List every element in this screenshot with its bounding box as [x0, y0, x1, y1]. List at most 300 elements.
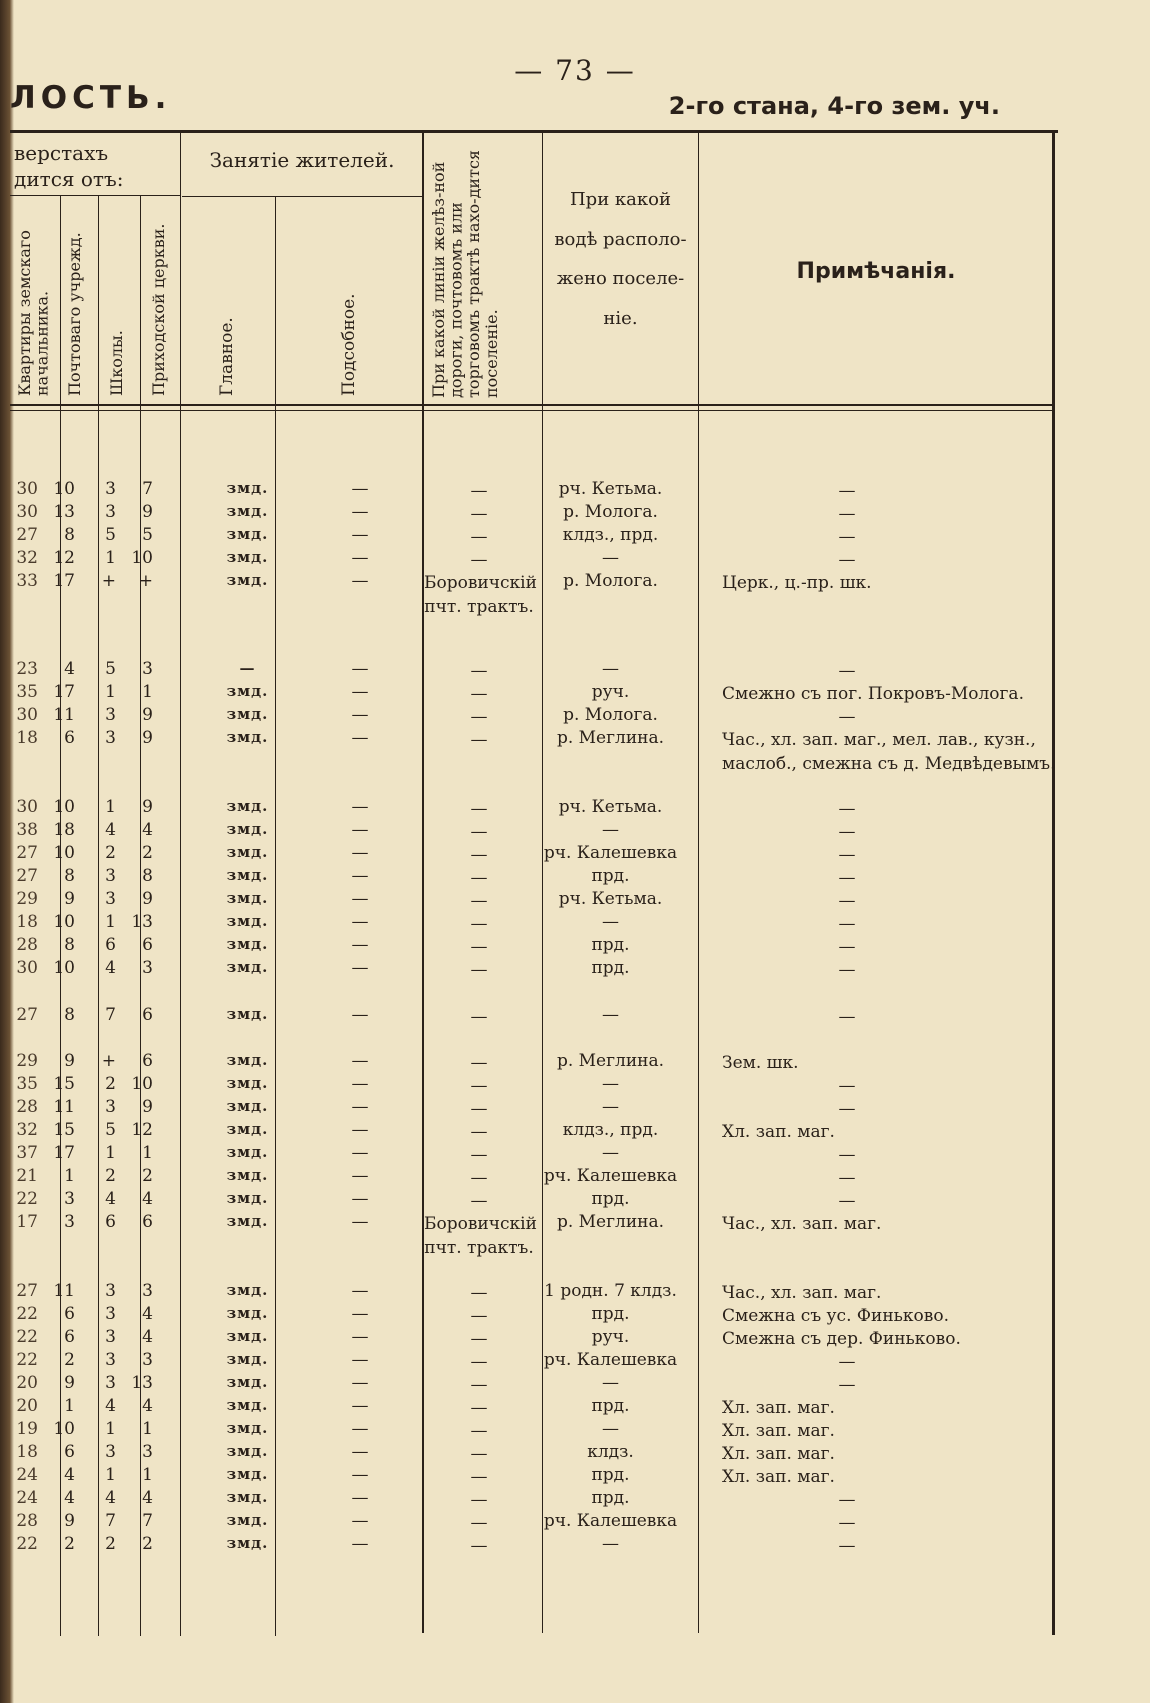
- dist-post-cell: 8: [64, 525, 75, 545]
- dist-church-cell: 7: [142, 1511, 153, 1531]
- occupation-aux-cell: —: [351, 958, 369, 978]
- dist-zemsky-cell: 35: [16, 682, 38, 702]
- note-cell: —: [838, 822, 856, 842]
- table-row: [10, 797, 1050, 819]
- dist-zemsky-cell: 22: [16, 1350, 38, 1370]
- occupation-aux-cell: —: [351, 705, 369, 725]
- occupation-main-cell: змд.: [226, 912, 269, 930]
- occupation-aux-cell: —: [351, 1166, 369, 1186]
- occupation-main-cell: змд.: [226, 1005, 269, 1023]
- road-cell: —: [470, 1513, 488, 1533]
- water-cell: —: [602, 820, 619, 840]
- road-cell: —: [470, 868, 488, 888]
- table-row: [10, 889, 1050, 911]
- note-cell: —: [838, 1007, 856, 1027]
- dist-zemsky-cell: 35: [16, 1074, 38, 1094]
- occupation-aux-cell: —: [351, 1350, 369, 1370]
- dist-church-cell: 3: [142, 659, 153, 679]
- note-cell: —: [838, 481, 856, 501]
- table-row: [10, 1396, 1050, 1418]
- dist-school-cell: 1: [105, 1419, 116, 1439]
- dist-school-cell: 3: [105, 728, 116, 748]
- dist-church-cell: 4: [142, 820, 153, 840]
- road-cell: —: [470, 1053, 488, 1073]
- water-cell: клдз.: [587, 1442, 634, 1462]
- note-cell: —: [838, 960, 856, 980]
- dist-zemsky-cell: 22: [16, 1304, 38, 1324]
- table-row: [10, 1488, 1050, 1510]
- occupation-main-cell: —: [239, 659, 256, 677]
- dist-church-cell: 3: [142, 1442, 153, 1462]
- dist-school-cell: 3: [105, 1442, 116, 1462]
- dist-church-cell: +: [138, 571, 153, 591]
- dist-post-cell: 8: [64, 866, 75, 886]
- table-row: [10, 479, 1050, 501]
- dist-post-cell: 2: [64, 1534, 75, 1554]
- dist-zemsky-cell: 21: [16, 1166, 38, 1186]
- occupation-aux-cell: —: [351, 1189, 369, 1209]
- dist-church-cell: 6: [142, 1051, 153, 1071]
- dist-post-cell: 2: [64, 1350, 75, 1370]
- road-cell: —: [470, 1099, 488, 1119]
- note-cell: —: [838, 799, 856, 819]
- dist-school-cell: 6: [105, 1212, 116, 1232]
- dist-school-cell: 2: [105, 1074, 116, 1094]
- occupation-main-cell: змд.: [226, 935, 269, 953]
- dist-zemsky-cell: 27: [16, 843, 38, 863]
- road-cell: —: [470, 1306, 488, 1326]
- dist-zemsky-cell: 18: [16, 1442, 38, 1462]
- occupation-aux-cell: —: [351, 1097, 369, 1117]
- dist-group-rule: [180, 133, 181, 196]
- dist-zemsky-cell: 30: [16, 705, 38, 725]
- occupation-main-cell: змд.: [226, 479, 269, 497]
- road-cell: —: [470, 1467, 488, 1487]
- dist-group-underline: [10, 195, 180, 196]
- dist-post-cell: 10: [53, 843, 75, 863]
- road-cell: —: [470, 1329, 488, 1349]
- occupation-aux-cell: —: [351, 1327, 369, 1347]
- water-cell: клдз., прд.: [562, 1120, 659, 1140]
- occupation-group-underline: [182, 196, 422, 197]
- occupation-main-cell: змд.: [226, 1281, 269, 1299]
- dist-post-cell: 4: [64, 659, 75, 679]
- dist-school-cell: 1: [105, 1465, 116, 1485]
- occupation-main-cell: змд.: [226, 889, 269, 907]
- occupation-aux-cell: —: [351, 682, 369, 702]
- dist-church-cell: 10: [131, 1074, 153, 1094]
- occupation-aux-cell: —: [351, 659, 369, 679]
- dist-church-cell: 12: [131, 1120, 153, 1140]
- dist-church-cell: 6: [142, 1005, 153, 1025]
- note-cell: —: [838, 550, 856, 570]
- table-row: [10, 1097, 1050, 1119]
- occupation-aux-cell: —: [351, 1534, 369, 1554]
- dist-header-1: Квартиры земскаго начальника.: [15, 230, 52, 396]
- note-cell: —: [838, 1513, 856, 1533]
- water-cell: прд.: [591, 958, 630, 978]
- dist-zemsky-cell: 32: [16, 1120, 38, 1140]
- dist-church-cell: 2: [142, 843, 153, 863]
- note-cell: —: [838, 1145, 856, 1165]
- table-row: [10, 1074, 1050, 1096]
- table-row: [10, 502, 1050, 524]
- dist-school-cell: 3: [105, 866, 116, 886]
- water-cell: рч. Кетьма.: [558, 889, 663, 909]
- dist-post-cell: 10: [53, 958, 75, 978]
- occupation-main-cell: змд.: [226, 843, 269, 861]
- occupation-aux-cell: —: [351, 502, 369, 522]
- occupation-main-cell: змд.: [226, 866, 269, 884]
- dist-school-cell: 4: [105, 1189, 116, 1209]
- dist-post-cell: 9: [64, 1051, 75, 1071]
- water-cell: —: [602, 1097, 619, 1117]
- water-cell: прд.: [591, 1304, 630, 1324]
- water-cell: —: [602, 1419, 619, 1439]
- table-row: [10, 1166, 1050, 1188]
- occupation-aux-cell: —: [351, 1465, 369, 1485]
- occupation-main-cell: змд.: [226, 1189, 269, 1207]
- dist-post-cell: 17: [53, 1143, 75, 1163]
- water-cell: р. Молога.: [563, 502, 658, 522]
- dist-school-cell: 1: [105, 1143, 116, 1163]
- dist-church-cell: 9: [142, 705, 153, 725]
- table-row: [10, 1212, 1050, 1258]
- dist-zemsky-cell: 38: [16, 820, 38, 840]
- water-cell: рч. Калешевка: [543, 1511, 678, 1531]
- occupation-main-cell: змд.: [226, 1074, 269, 1092]
- dist-school-cell: 4: [105, 1396, 116, 1416]
- road-cell: —: [470, 822, 488, 842]
- dist-zemsky-cell: 28: [16, 1511, 38, 1531]
- dist-church-cell: 6: [142, 1212, 153, 1232]
- page-number: — 73 —: [514, 54, 636, 87]
- dist-zemsky-cell: 28: [16, 1097, 38, 1117]
- note-cell: —: [838, 707, 856, 727]
- occupation-aux-cell: —: [351, 935, 369, 955]
- section-title: ЛОСТЬ.: [10, 80, 172, 116]
- dist-school-cell: +: [101, 1051, 116, 1071]
- occupation-aux-cell: —: [351, 1212, 369, 1232]
- dist-zemsky-cell: 23: [16, 659, 38, 679]
- water-cell: рч. Калешевка: [543, 1166, 678, 1186]
- dist-post-cell: 4: [64, 1465, 75, 1485]
- road-cell: —: [470, 1145, 488, 1165]
- water-cell: —: [602, 1373, 619, 1393]
- dist-school-cell: 4: [105, 1488, 116, 1508]
- road-cell: —: [470, 1444, 488, 1464]
- occupation-group-header: Занятіе жителей.: [209, 148, 395, 172]
- road-cell: —: [470, 1421, 488, 1441]
- road-cell: —: [470, 1490, 488, 1510]
- dist-post-cell: 13: [53, 502, 75, 522]
- note-cell: —: [838, 1076, 856, 1096]
- dist-zemsky-cell: 24: [16, 1488, 38, 1508]
- occupation-aux-cell: —: [351, 1120, 369, 1140]
- dist-post-cell: 10: [53, 912, 75, 932]
- dist-zemsky-cell: 27: [16, 866, 38, 886]
- road-cell: —: [470, 1122, 488, 1142]
- occupation-main-cell: змд.: [226, 1166, 269, 1184]
- dist-school-cell: 3: [105, 1281, 116, 1301]
- dist-church-cell: 6: [142, 935, 153, 955]
- dist-school-cell: 5: [105, 525, 116, 545]
- dist-post-cell: 11: [53, 1281, 75, 1301]
- road-cell: —: [470, 937, 488, 957]
- dist-post-cell: 6: [64, 1327, 75, 1347]
- note-cell: Час., хл. зап. маг.: [722, 1283, 882, 1303]
- road-cell: —: [470, 504, 488, 524]
- district-title: 2-го стана, 4-го зем. уч.: [668, 92, 1000, 120]
- dist-church-cell: 13: [131, 1373, 153, 1393]
- table-row: [10, 1465, 1050, 1487]
- table-row: [10, 1442, 1050, 1464]
- table-row: [10, 1327, 1050, 1349]
- dist-church-cell: 4: [142, 1189, 153, 1209]
- dist-zemsky-cell: 27: [16, 1281, 38, 1301]
- water-cell: прд.: [591, 935, 630, 955]
- occupation-main-cell: змд.: [226, 525, 269, 543]
- dist-post-cell: 18: [53, 820, 75, 840]
- note-cell: —: [838, 1352, 856, 1372]
- note-cell: —: [838, 1536, 856, 1556]
- dist-school-cell: 5: [105, 1120, 116, 1140]
- occupation-main-cell: змд.: [226, 1511, 269, 1529]
- water-cell: 1 родн. 7 клдз.: [544, 1281, 677, 1301]
- water-cell: р. Меглина.: [556, 1051, 665, 1071]
- occupation-aux-cell: —: [351, 479, 369, 499]
- water-cell: —: [602, 912, 619, 932]
- occupation-aux-cell: —: [351, 889, 369, 909]
- dist-church-cell: 3: [142, 1281, 153, 1301]
- note-cell: —: [838, 868, 856, 888]
- note-cell: Смежна съ ус. Финьково.: [722, 1306, 949, 1326]
- dist-post-cell: 6: [64, 728, 75, 748]
- note-cell: Час., хл. зап. маг., мел. лав., кузн., маслоб., смежна съ д. Медвѣдевымъ.: [722, 730, 1056, 774]
- occupation-aux-cell: —: [351, 1281, 369, 1301]
- table-row: [10, 1189, 1050, 1211]
- dist-post-cell: 17: [53, 682, 75, 702]
- dist-church-cell: 3: [142, 958, 153, 978]
- occupation-aux-cell: —: [351, 1488, 369, 1508]
- table-row: [10, 1143, 1050, 1165]
- dist-post-cell: 11: [53, 1097, 75, 1117]
- water-cell: прд.: [591, 1465, 630, 1485]
- road-cell: —: [470, 1375, 488, 1395]
- note-cell: —: [838, 1490, 856, 1510]
- note-cell: —: [838, 891, 856, 911]
- dist-zemsky-cell: 29: [16, 1051, 38, 1071]
- water-cell: —: [602, 659, 619, 679]
- table-row: [10, 659, 1050, 681]
- occupation-aux-cell: —: [351, 1005, 369, 1025]
- water-cell: рч. Калешевка: [543, 1350, 678, 1370]
- dist-school-cell: 3: [105, 479, 116, 499]
- dist-school-cell: 1: [105, 548, 116, 568]
- road-cell: Боровичскій пчт. трактъ.: [424, 1214, 537, 1258]
- dist-post-cell: 10: [53, 797, 75, 817]
- occupation-main-cell: змд.: [226, 1212, 269, 1230]
- dist-church-cell: 4: [142, 1304, 153, 1324]
- dist-church-cell: 4: [142, 1327, 153, 1347]
- road-cell: —: [470, 1191, 488, 1211]
- distance-group-header: верстахъ дится отъ:: [14, 141, 124, 191]
- water-cell: руч.: [591, 682, 630, 702]
- table-top-rule: [10, 130, 1058, 133]
- dist-church-cell: 9: [142, 797, 153, 817]
- occupation-aux-cell: —: [351, 1143, 369, 1163]
- dist-church-cell: 1: [142, 1143, 153, 1163]
- dist-school-cell: 5: [105, 659, 116, 679]
- table-row: [10, 1120, 1050, 1142]
- note-cell: —: [838, 527, 856, 547]
- occupation-main-cell: змд.: [226, 1396, 269, 1414]
- table-row: [10, 705, 1050, 727]
- occupation-aux-cell: —: [351, 1511, 369, 1531]
- occupation-aux-cell: —: [351, 728, 369, 748]
- dist-school-cell: 3: [105, 889, 116, 909]
- dist-church-cell: 9: [142, 502, 153, 522]
- occupation-main-cell: змд.: [226, 1143, 269, 1161]
- dist-church-cell: 1: [142, 1419, 153, 1439]
- dist-post-cell: 8: [64, 1005, 75, 1025]
- road-cell: —: [470, 1076, 488, 1096]
- dist-church-cell: 8: [142, 866, 153, 886]
- occupation-main-cell: змд.: [226, 797, 269, 815]
- occupation-aux-cell: —: [351, 797, 369, 817]
- occupation-main-cell: змд.: [226, 502, 269, 520]
- occupation-aux-cell: —: [351, 571, 369, 591]
- note-cell: Час., хл. зап. маг.: [722, 1214, 882, 1234]
- road-cell: —: [470, 707, 488, 727]
- dist-school-cell: 3: [105, 1350, 116, 1370]
- occupation-aux-cell: —: [351, 843, 369, 863]
- dist-church-cell: 4: [142, 1396, 153, 1416]
- table-row: [10, 1373, 1050, 1395]
- table-row: [10, 548, 1050, 570]
- road-cell: —: [470, 730, 488, 750]
- table-row: [10, 682, 1050, 704]
- road-cell: —: [470, 1398, 488, 1418]
- dist-church-cell: 1: [142, 682, 153, 702]
- note-cell: Хл. зап. маг.: [722, 1444, 835, 1464]
- dist-church-cell: 9: [142, 889, 153, 909]
- road-cell: —: [470, 661, 488, 681]
- note-cell: —: [838, 1168, 856, 1188]
- dist-post-cell: 10: [53, 1419, 75, 1439]
- dist-zemsky-cell: 22: [16, 1189, 38, 1209]
- dist-school-cell: 4: [105, 820, 116, 840]
- occupation-main-cell: змд.: [226, 1373, 269, 1391]
- dist-zemsky-cell: 37: [16, 1143, 38, 1163]
- occupation-main-cell: змд.: [226, 1442, 269, 1460]
- occupation-main-cell: змд.: [226, 1051, 269, 1069]
- dist-post-cell: 9: [64, 1373, 75, 1393]
- water-cell: рч. Кетьма.: [558, 797, 663, 817]
- note-cell: Хл. зап. маг.: [722, 1467, 835, 1487]
- dist-post-cell: 17: [53, 571, 75, 591]
- occupation-main-cell: змд.: [226, 728, 269, 746]
- table-row: [10, 525, 1050, 547]
- dist-school-cell: 3: [105, 705, 116, 725]
- dist-school-cell: 7: [105, 1005, 116, 1025]
- dist-zemsky-cell: 32: [16, 548, 38, 568]
- dist-post-cell: 1: [64, 1396, 75, 1416]
- occupation-aux-cell: —: [351, 1304, 369, 1324]
- occupation-main-cell: змд.: [226, 1327, 269, 1345]
- road-cell: —: [470, 960, 488, 980]
- water-cell: клдз., прд.: [562, 525, 659, 545]
- dist-zemsky-cell: 22: [16, 1534, 38, 1554]
- table-row: [10, 843, 1050, 865]
- dist-church-cell: 10: [131, 548, 153, 568]
- water-cell: р. Меглина.: [556, 728, 665, 748]
- occupation-aux-cell: —: [351, 1051, 369, 1071]
- road-header: При какой линіи желѣз-ной дороги, почтовомъ или торговомъ трактѣ нахо-дится поселеніе.: [429, 150, 501, 398]
- dist-zemsky-cell: 29: [16, 889, 38, 909]
- water-cell: р. Меглина.: [556, 1212, 665, 1232]
- water-cell: —: [602, 1005, 619, 1025]
- table-row: [10, 1304, 1050, 1326]
- water-cell: —: [602, 1074, 619, 1094]
- dist-school-cell: 4: [105, 958, 116, 978]
- header-bottom-rule: [10, 404, 1052, 406]
- table-row: [10, 820, 1050, 842]
- dist-post-cell: 3: [64, 1212, 75, 1232]
- table-row: [10, 728, 1056, 774]
- occupation-main-cell: змд.: [226, 682, 269, 700]
- table-row: [10, 1511, 1050, 1533]
- dist-church-cell: 4: [142, 1488, 153, 1508]
- dist-post-cell: 8: [64, 935, 75, 955]
- dist-zemsky-cell: 28: [16, 935, 38, 955]
- road-cell: —: [470, 1168, 488, 1188]
- dist-church-cell: 9: [142, 1097, 153, 1117]
- dist-school-cell: 6: [105, 935, 116, 955]
- dist-church-cell: 1: [142, 1465, 153, 1485]
- dist-church-cell: 13: [131, 912, 153, 932]
- dist-school-cell: +: [101, 571, 116, 591]
- road-cell: —: [470, 799, 488, 819]
- dist-zemsky-cell: 27: [16, 525, 38, 545]
- note-cell: Хл. зап. маг.: [722, 1421, 835, 1441]
- table-row: [10, 935, 1050, 957]
- occupation-aux-cell: —: [351, 1074, 369, 1094]
- dist-school-cell: 1: [105, 912, 116, 932]
- road-cell: —: [470, 1007, 488, 1027]
- dist-post-cell: 1: [64, 1166, 75, 1186]
- dist-zemsky-cell: 17: [16, 1212, 38, 1232]
- table-row: [10, 571, 1050, 617]
- occupation-main-cell: змд.: [226, 1350, 269, 1368]
- occupation-main-cell: змд.: [226, 958, 269, 976]
- note-cell: —: [838, 661, 856, 681]
- dist-post-cell: 4: [64, 1488, 75, 1508]
- road-cell: —: [470, 845, 488, 865]
- dist-school-cell: 7: [105, 1511, 116, 1531]
- note-cell: —: [838, 845, 856, 865]
- note-cell: Хл. зап. маг.: [722, 1122, 835, 1142]
- dist-school-cell: 3: [105, 502, 116, 522]
- road-cell: Боровичскій пчт. трактъ.: [424, 573, 537, 617]
- occupation-main-header: Главное.: [217, 317, 237, 396]
- dist-zemsky-cell: 33: [16, 571, 38, 591]
- water-cell: рч. Кетьма.: [558, 479, 663, 499]
- note-cell: —: [838, 1191, 856, 1211]
- dist-zemsky-cell: 30: [16, 958, 38, 978]
- table-row: [10, 1350, 1050, 1372]
- dist-post-cell: 15: [53, 1120, 75, 1140]
